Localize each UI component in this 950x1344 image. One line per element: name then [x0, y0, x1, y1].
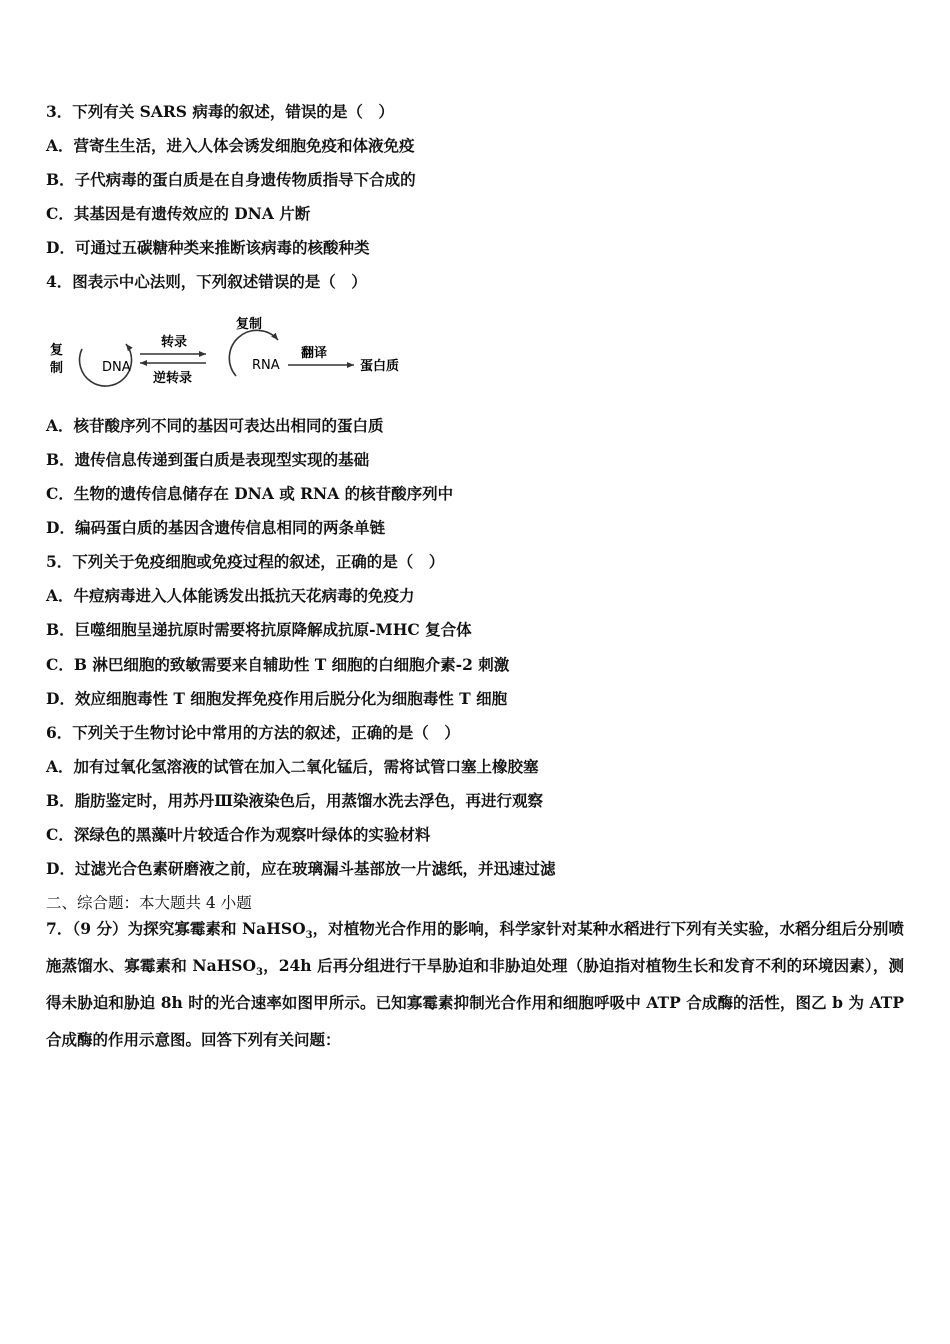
central-dogma-diagram [46, 312, 416, 392]
dna-node: DNA [102, 360, 131, 375]
translation-label: 翻译 [301, 346, 328, 361]
dna-replication-label-1: 复 [50, 343, 64, 358]
question-7-part-3: ，24h 后再分组进行干旱胁迫和非胁迫处理（胁迫指对植物生长和发育不利的环境因素），测得未胁迫和胁迫 8h 时的光合速率如图甲所示。已知寡霉素抑制光合作用和细胞呼吸中 ATP 合成酶的活性，图乙 b 为 ATP 合成酶的作用示意图。回答下列有关问题： [46, 956, 904, 1049]
question-3-option-d: D．可通过五碳糖种类来推断该病毒的核酸种类 [46, 238, 370, 257]
question-7-subscript-1: 3 [305, 930, 313, 942]
question-3-option-c: C．其基因是有遗传效应的 DNA 片断 [46, 204, 311, 223]
question-5-stem: 5．下列关于免疫细胞或免疫过程的叙述，正确的是（ ） [46, 552, 445, 571]
section-2-heading: 二、综合题：本大题共 4 小题 [46, 894, 252, 912]
dna-replication-label-2: 制 [50, 361, 64, 376]
transcription-label: 转录 [161, 335, 188, 350]
question-7-part-1: 7．（9 分）为探究寡霉素和 NaHSO [46, 919, 306, 938]
question-4-option-d: D．编码蛋白质的基因含遗传信息相同的两条单链 [46, 518, 385, 537]
question-7-part-2: ，对植物光合作用的影响，科学家针对某种水稻进行下列有关实验，水稻分组后分别喷施蒸馏水、寡霉素和 NaHSO [46, 919, 904, 975]
rna-node: RNA [252, 358, 280, 373]
question-4-option-b: B．遗传信息传递到蛋白质是表现型实现的基础 [46, 450, 370, 469]
question-3-option-b: B．子代病毒的蛋白质是在自身遗传物质指导下合成的 [46, 170, 416, 189]
question-5-option-d: D．效应细胞毒性 T 细胞发挥免疫作用后脱分化为细胞毒性 T 细胞 [46, 689, 508, 708]
question-4-option-c: C．生物的遗传信息储存在 DNA 或 RNA 的核苷酸序列中 [46, 484, 454, 503]
question-6-stem: 6．下列关于生物讨论中常用的方法的叙述，正确的是（ ） [46, 723, 460, 742]
question-5-option-c: C．B 淋巴细胞的致敏需要来自辅助性 T 细胞的白细胞介素-2 刺激 [46, 655, 510, 674]
question-4-option-a: A．核苷酸序列不同的基因可表达出相同的蛋白质 [46, 416, 384, 435]
question-6-option-b: B．脂肪鉴定时，用苏丹Ⅲ染液染色后，用蒸馏水洗去浮色，再进行观察 [46, 791, 543, 810]
question-6-option-d: D．过滤光合色素研磨液之前，应在玻璃漏斗基部放一片滤纸，并迅速过滤 [46, 859, 556, 878]
question-7-text [46, 910, 904, 1058]
question-3-stem: 3．下列有关 SARS 病毒的叙述，错误的是（ ） [46, 102, 394, 121]
question-3-option-a: A．营寄生生活，进入人体会诱发细胞免疫和体液免疫 [46, 136, 415, 155]
question-5-option-b: B．巨噬细胞呈递抗原时需要将抗原降解成抗原-MHC 复合体 [46, 620, 472, 639]
reverse-transcription-label: 逆转录 [153, 371, 193, 386]
protein-node: 蛋白质 [360, 359, 400, 374]
question-7-subscript-2: 3 [255, 967, 263, 979]
question-4-stem: 4．图表示中心法则，下列叙述错误的是（ ） [46, 272, 367, 291]
question-6-option-a: A．加有过氧化氢溶液的试管在加入二氧化锰后，需将试管口塞上橡胶塞 [46, 757, 539, 776]
question-5-option-a: A．牛痘病毒进入人体能诱发出抵抗天花病毒的免疫力 [46, 586, 415, 605]
rna-replication-label: 复制 [236, 317, 263, 332]
question-6-option-c: C．深绿色的黑藻叶片较适合作为观察叶绿体的实验材料 [46, 825, 431, 844]
